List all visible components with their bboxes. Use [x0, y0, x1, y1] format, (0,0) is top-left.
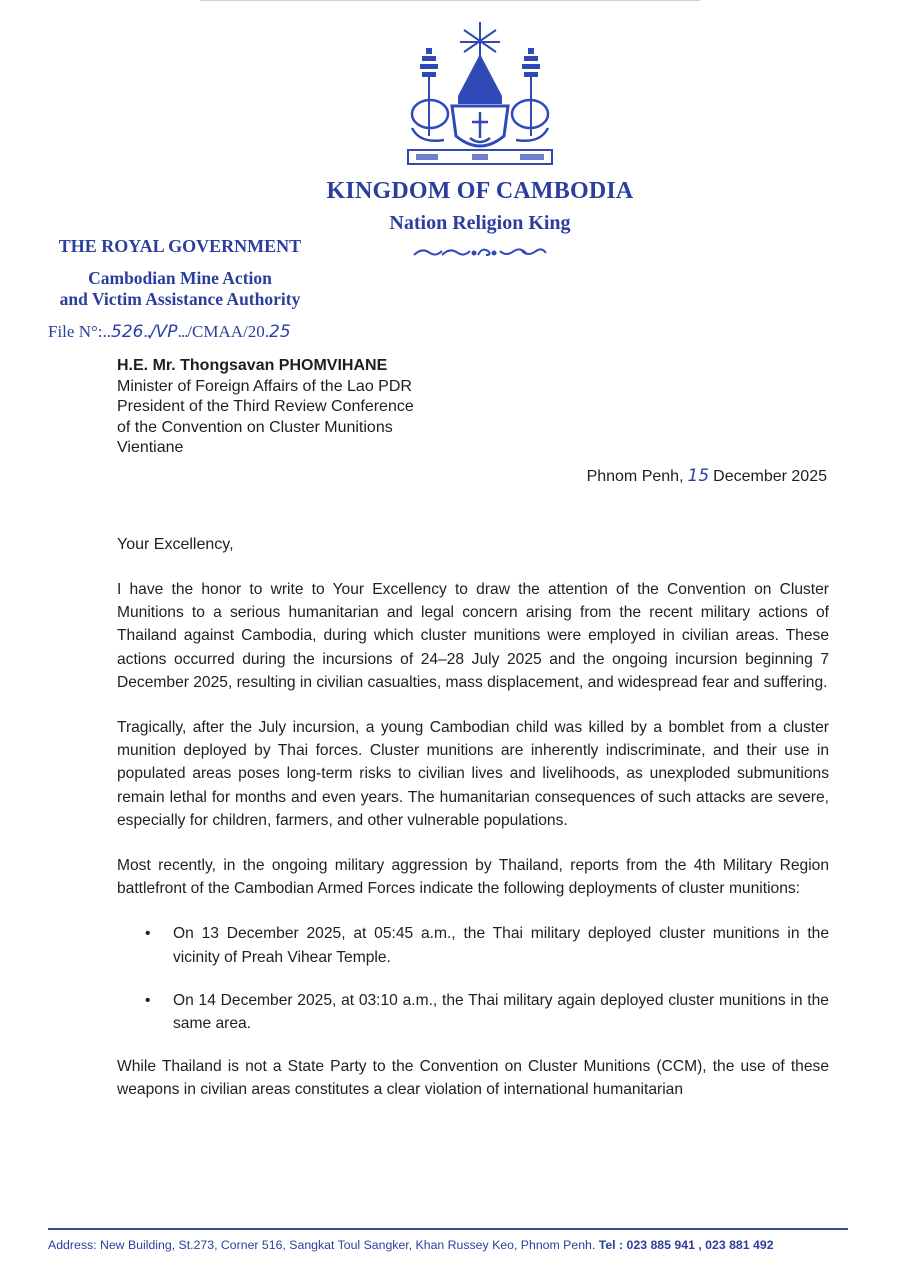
file-number-handwritten: 526 [111, 322, 144, 342]
file-code-handwritten: /VP [149, 322, 178, 342]
file-year-handwritten: 25 [269, 322, 291, 342]
list-item [117, 922, 829, 968]
authority-name [40, 268, 320, 310]
list-item [117, 989, 829, 1035]
body-paragraph: I have the honor to write to Your Excellency to draw the attention of the Convention on Cluster Munitions to a serious humanitarian and legal concern arising from the recent military actions of Thailand against Cambodia, during which cluster munitions were employed in civilian areas. These actions occurred during the incursions of 24–28 July 2025 and the ongoing incursion beginning 7 December 2025, resulting in civilian casualties, mass displacement, and widespread fear and suffering. [117, 581, 829, 691]
file-number [48, 322, 291, 342]
letter-body [117, 578, 829, 1124]
national-motto: Nation Religion King [389, 212, 571, 234]
government-label: THE ROYAL GOVERNMENT [58, 236, 302, 256]
royal-coat-of-arms-icon [400, 18, 560, 168]
date-place: Phnom Penh, [586, 468, 684, 485]
body-paragraph: Most recently, in the ongoing military aggression by Thailand, reports from the 4th Military Region battlefront of the Cambodian Armed Forces indicate the following deployments of cluster munitions: [117, 857, 829, 898]
date-line [587, 466, 827, 486]
list-item-text: On 14 December 2025, at 03:10 a.m., the Thai military again deployed cluster munitions in the same area. [173, 991, 829, 1033]
body-paragraph: While Thailand is not a State Party to the Convention on Cluster Munitions (CCM), the use of these weapons in civilian areas constitutes a clear violation of international humanitarian [117, 1058, 829, 1099]
recipient-block [117, 356, 414, 459]
footer-telephone: Tel : 023 885 941 , 023 881 492 [598, 1238, 774, 1252]
footer [48, 1238, 848, 1252]
file-suffix: /CMAA/20. [187, 322, 270, 341]
bullet-icon: • [145, 991, 151, 1009]
body-paragraph: Tragically, after the July incursion, a young Cambodian child was killed by a bomblet from a cluster munition deployed by Thai forces. Cluster munitions are inherently indiscriminate, and their use in populated areas poses long-term risks to civilian lives and livelihoods, as unexploded submunitions remain lethal for months and even years. The humanitarian consequences of such attacks are severe, especially for children, farmers, and other vulnerable populations. [117, 719, 829, 829]
date-day-handwritten: 15 [687, 466, 710, 486]
ornament-divider-icon [412, 245, 548, 259]
recipient-line: of the Convention on Cluster Munitions [117, 418, 393, 436]
recipient-name: H.E. Mr. Thongsavan PHOMVIHANE [117, 357, 388, 374]
footer-divider [48, 1228, 848, 1230]
deployment-list [117, 922, 829, 1035]
authority-line-2: and Victim Assistance Authority [59, 289, 301, 309]
salutation: Your Excellency, [117, 536, 234, 553]
bullet-icon: • [145, 925, 151, 943]
recipient-line: President of the Third Review Conference [117, 398, 414, 415]
file-dots: .. [143, 322, 150, 341]
recipient-line: Vientiane [117, 439, 184, 456]
top-edge-line [200, 0, 700, 1]
authority-line-1: Cambodian Mine Action [88, 268, 272, 288]
file-dots: ... [177, 322, 188, 341]
file-label: File N°:.. [48, 322, 111, 341]
footer-address: Address: New Building, St.273, Corner 516, Sangkat Toul Sangker, Khan Russey Keo, Phnom Penh. [48, 1238, 596, 1252]
date-month-year: December 2025 [713, 468, 827, 485]
country-title: KINGDOM OF CAMBODIA [326, 178, 634, 204]
list-item-text: On 13 December 2025, at 05:45 a.m., the Thai military deployed cluster munitions in the vicinity of Preah Vihear Temple. [173, 925, 829, 966]
recipient-line: Minister of Foreign Affairs of the Lao PDR [117, 377, 412, 395]
